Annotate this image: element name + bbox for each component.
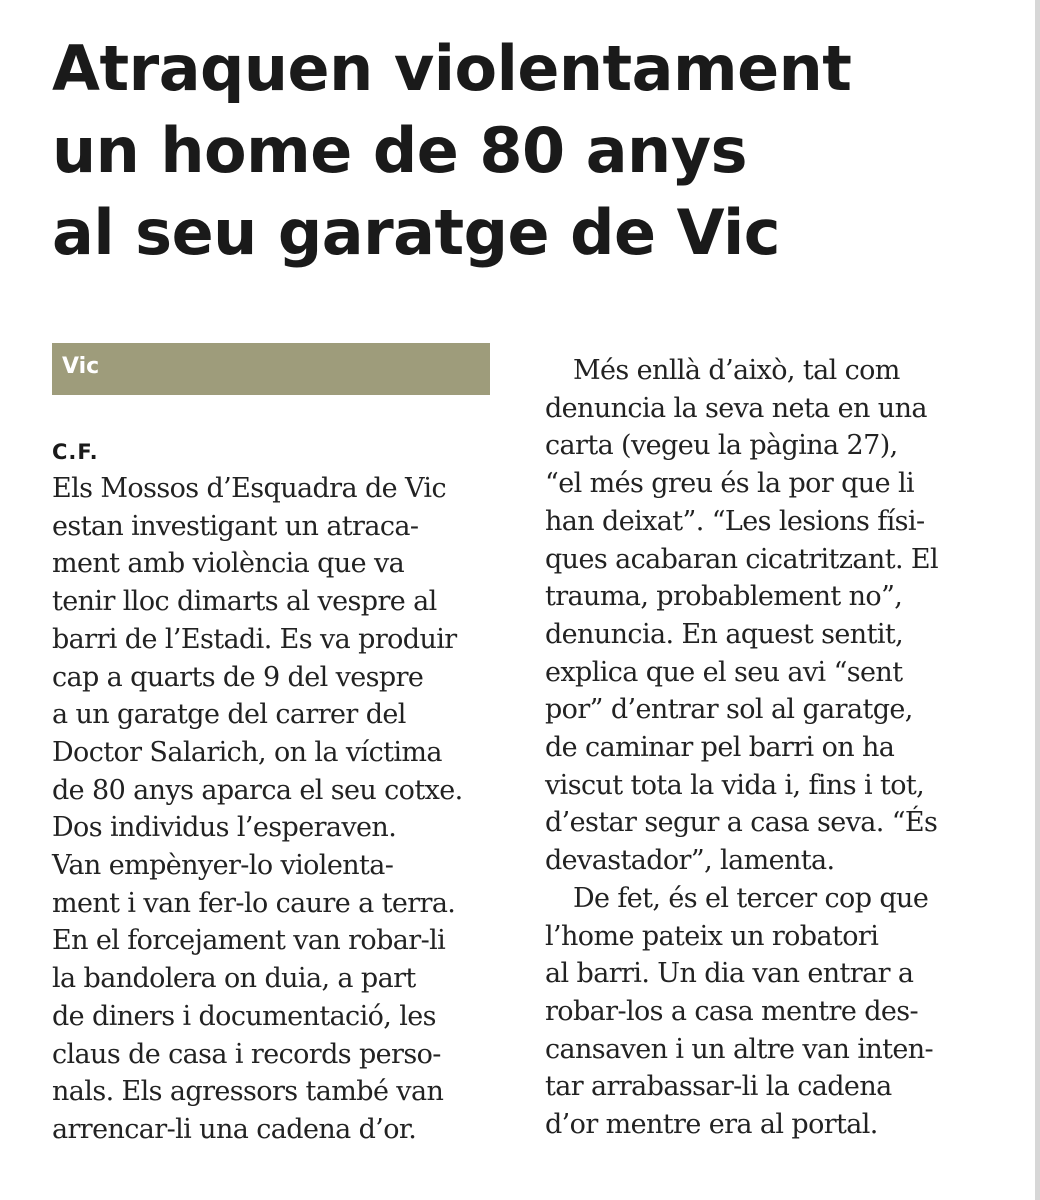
text-line: denuncia. En aquest sentit, [545, 618, 904, 650]
text-line: De fet, és el tercer cop que [573, 882, 929, 914]
headline-line: un home de 80 anys [52, 114, 748, 187]
right-column [545, 352, 995, 1144]
text-line: tar arrabassar-li la cadena [545, 1071, 892, 1103]
text-line: han deixat”. “Les lesions físi- [545, 505, 925, 537]
text-line: devastador”, lamenta. [545, 845, 835, 877]
text-line: estan investigant un atraca- [52, 510, 419, 542]
text-line: d’estar segur a casa seva. “És [545, 807, 938, 839]
text-line: de caminar pel barri on ha [545, 732, 895, 764]
text-line: a un garatge del carrer del [52, 699, 406, 731]
headline-line: Atraquen violentament [52, 32, 852, 105]
text-line: la bandolera on duia, a part [52, 963, 416, 995]
text-line: al barri. Un dia van entrar a [545, 958, 914, 990]
text-line: Més enllà d’això, tal com [573, 355, 900, 386]
text-line: por” d’entrar sol al garatge, [545, 694, 913, 726]
text-line: ment amb violència que va [52, 548, 405, 580]
text-line: l’home pateix un robatori [545, 920, 879, 952]
page-edge-divider [1035, 0, 1040, 1200]
text-line: Van empènyer-lo violenta- [52, 850, 394, 882]
text-line: de 80 anys aparca el seu cotxe. [52, 774, 463, 806]
text-line: Doctor Salarich, on la víctima [52, 736, 442, 768]
text-line: nals. Els agressors també van [52, 1076, 444, 1108]
text-line: explica que el seu avi “sent [545, 656, 903, 688]
text-line: barri de l’Estadi. Es va produir [52, 623, 457, 655]
text-line: cansaven i un altre van inten- [545, 1033, 934, 1065]
text-line: “el més greu és la por que li [545, 468, 915, 500]
text-line: En el forcejament van robar-li [52, 925, 446, 957]
text-line: claus de casa i records perso- [52, 1038, 441, 1070]
section-bar [52, 343, 490, 395]
text-line: cap a quarts de 9 del vespre [52, 661, 424, 693]
left-column [52, 470, 500, 1149]
headline-line: al seu garatge de Vic [52, 196, 781, 269]
text-line: trauma, probablement no”, [545, 581, 903, 613]
text-line: d’or mentre era al portal. [545, 1109, 878, 1141]
text-line: denuncia la seva neta en una [545, 392, 927, 424]
text-line: carta (vegeu la pàgina 27), [545, 430, 898, 462]
text-line: arrencar-li una cadena d’or. [52, 1113, 417, 1145]
text-line: ment i van fer-lo caure a terra. [52, 887, 456, 919]
headline [52, 28, 1012, 274]
text-line: de diners i documentació, les [52, 1000, 436, 1032]
byline: C.F. [52, 440, 99, 464]
text-line: ques acabaran cicatritzant. El [545, 543, 939, 575]
text-line: Els Mossos d’Esquadra de Vic [52, 473, 446, 504]
section-label: Vic [62, 354, 100, 379]
text-line: tenir lloc dimarts al vespre al [52, 586, 437, 618]
text-line: viscut tota la vida i, fins i tot, [545, 769, 925, 801]
text-line: Dos individus l’esperaven. [52, 812, 397, 844]
text-line: robar-los a casa mentre des- [545, 995, 919, 1027]
